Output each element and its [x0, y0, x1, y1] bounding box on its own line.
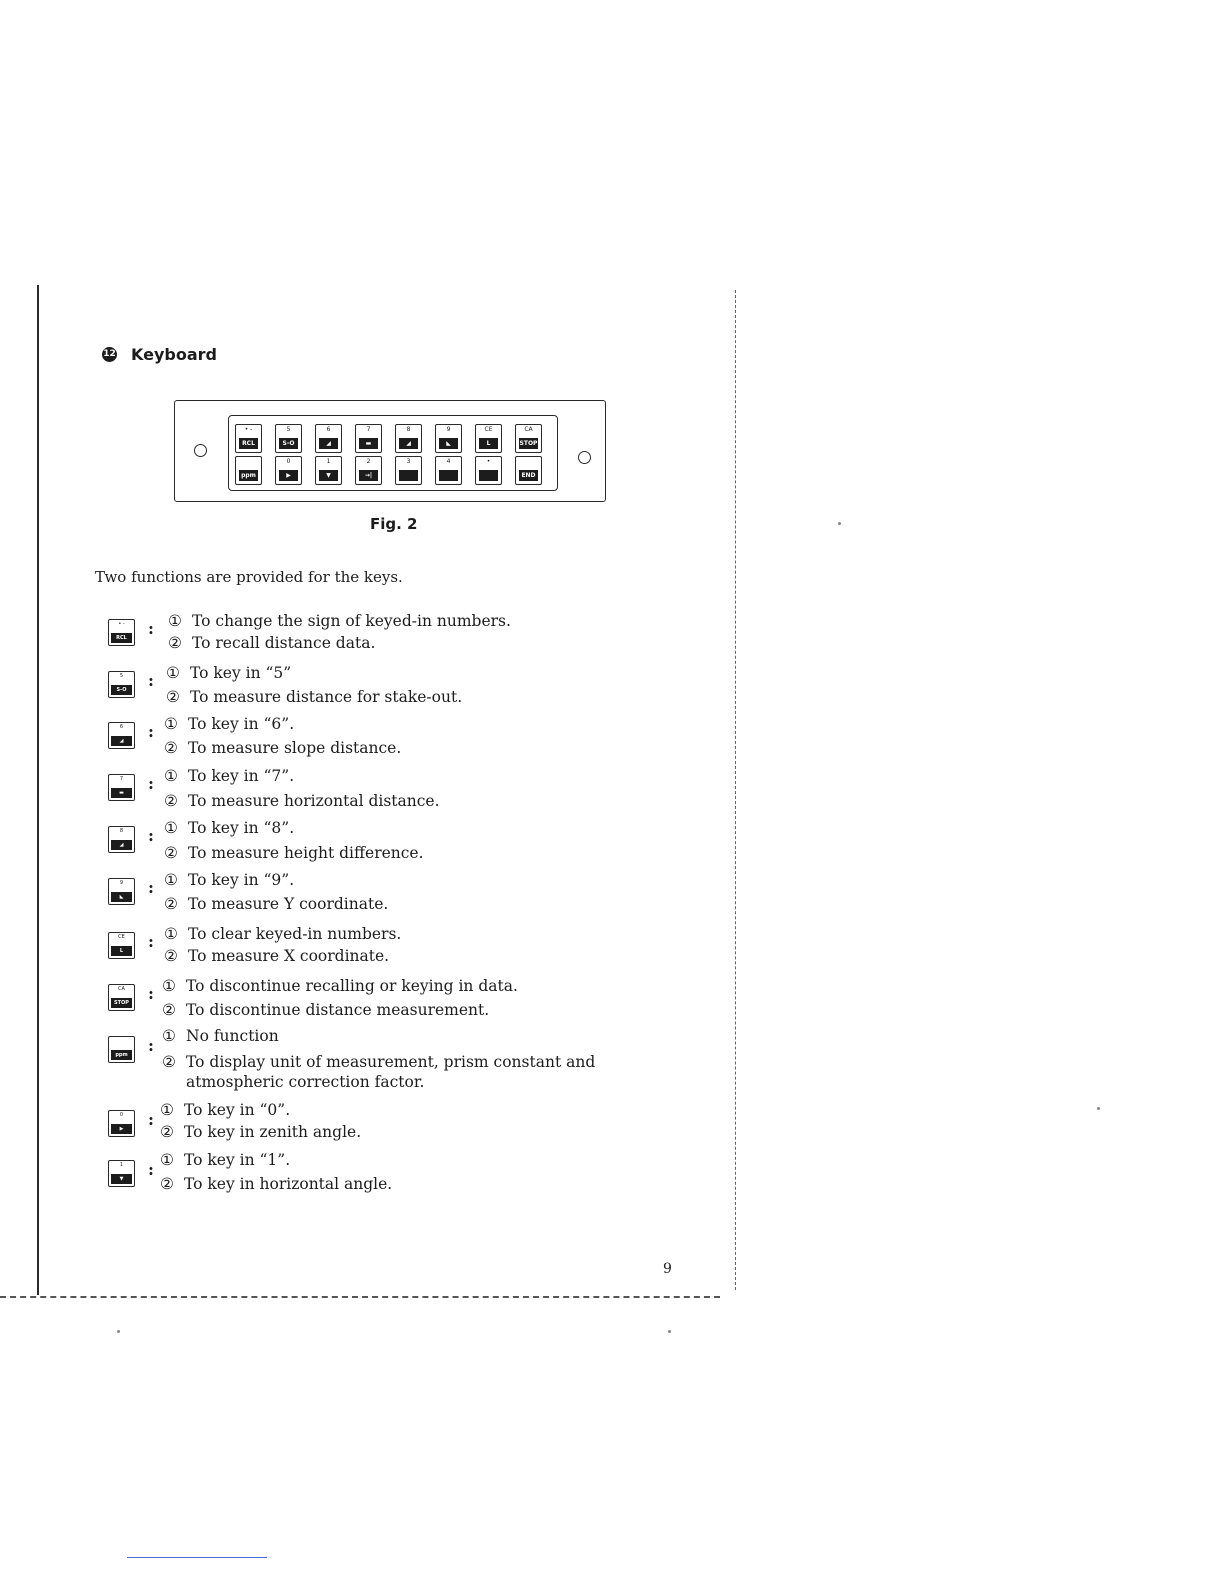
scan-speck [838, 522, 841, 525]
keypad-key: ppm [235, 456, 262, 485]
scan-speck [1097, 1107, 1100, 1110]
keypad-key: 6 ◢ [315, 424, 342, 453]
section-title: Keyboard [131, 345, 217, 364]
scan-speck [117, 1330, 120, 1333]
key-icon: ppm [108, 1036, 135, 1063]
key-icon: 5 S-O [108, 671, 135, 698]
key-icon: 7 ▬ [108, 774, 135, 801]
function-2: ② To recall distance data. [168, 634, 376, 652]
function-1: ① To key in “1”. [160, 1151, 291, 1169]
key-icon: 8 ◢ [108, 826, 135, 853]
function-2: ② To measure distance for stake-out. [166, 688, 463, 706]
keypad-key: 0 ▶ [275, 456, 302, 485]
keypad-key: 2 →| [355, 456, 382, 485]
function-1: ① To clear keyed-in numbers. [164, 925, 402, 943]
keyboard-panel-figure [174, 400, 606, 502]
section-heading [102, 345, 217, 364]
function-2-continued: atmospheric correction factor. [186, 1073, 425, 1091]
function-2: ② To measure height difference. [164, 844, 424, 862]
keypad-key: 5 S-O [275, 424, 302, 453]
key-icon: CA STOP [108, 984, 135, 1011]
page-border-left [37, 285, 39, 1295]
page-border-bottom [0, 1296, 720, 1298]
function-2: ② To measure X coordinate. [164, 947, 390, 965]
function-1: ① To discontinue recalling or keying in data. [162, 977, 518, 995]
function-2: ② To discontinue distance measurement. [162, 1001, 490, 1019]
function-1: ① To key in “5” [166, 664, 292, 682]
key-icon: CE L [108, 932, 135, 959]
function-2: ② To measure Y coordinate. [164, 895, 389, 913]
intro-paragraph: Two functions are provided for the keys. [95, 568, 403, 586]
page-number: 9 [663, 1261, 672, 1277]
scan-speck [668, 1330, 671, 1333]
keypad-key: • - RCL [235, 424, 262, 453]
keypad-key: 3 [395, 456, 422, 485]
keypad-key: 9 ◣ [435, 424, 462, 453]
page-border-right [735, 290, 736, 1290]
function-1: ① To key in “6”. [164, 715, 295, 733]
function-1: ① No function [162, 1027, 279, 1045]
keypad-key: CE L [475, 424, 502, 453]
keypad-key: END [515, 456, 542, 485]
keypad-key: 1 ▼ [315, 456, 342, 485]
mounting-hole-icon [194, 444, 207, 457]
key-icon: 0 ▶ [108, 1110, 135, 1137]
function-1: ① To key in “8”. [164, 819, 295, 837]
keypad-key: 7 ▬ [355, 424, 382, 453]
key-icon: 1 ▼ [108, 1160, 135, 1187]
keypad-key: 4 [435, 456, 462, 485]
mounting-hole-icon [578, 451, 591, 464]
function-1: ① To key in “9”. [164, 871, 295, 889]
function-2: ② To key in horizontal angle. [160, 1175, 393, 1193]
scan-artifact-line [127, 1557, 267, 1558]
function-2: ② To display unit of measurement, prism constant and [162, 1053, 596, 1071]
function-1: ① To key in “7”. [164, 767, 295, 785]
function-2: ② To key in zenith angle. [160, 1123, 362, 1141]
keypad-key: • [475, 456, 502, 485]
keypad [228, 415, 558, 491]
key-icon: • - RCL [108, 619, 135, 646]
function-1: ① To key in “0”. [160, 1101, 291, 1119]
function-1: ① To change the sign of keyed-in numbers. [168, 612, 511, 630]
key-icon: 9 ◣ [108, 878, 135, 905]
keypad-key: CA STOP [515, 424, 542, 453]
function-2: ② To measure slope distance. [164, 739, 402, 757]
key-icon: 6 ◢ [108, 722, 135, 749]
figure-caption: Fig. 2 [370, 515, 418, 533]
keypad-key: 8 ◢ [395, 424, 422, 453]
function-2: ② To measure horizontal distance. [164, 792, 440, 810]
section-number-bullet: 12 [102, 347, 117, 362]
